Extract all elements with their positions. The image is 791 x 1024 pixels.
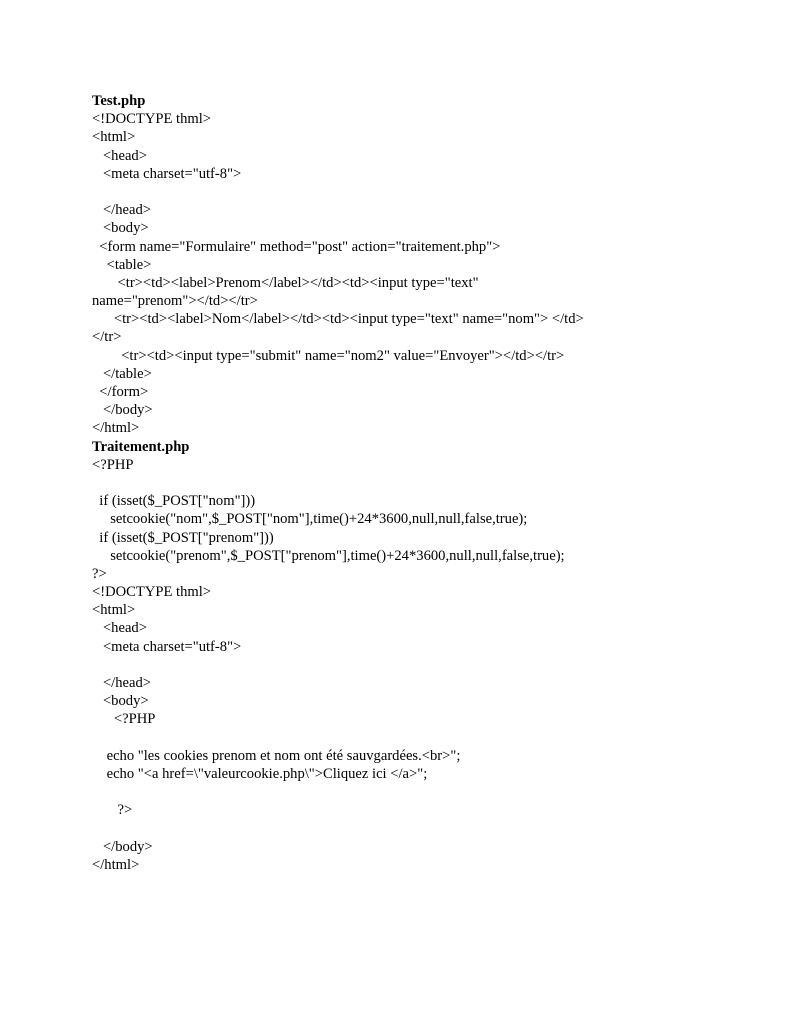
code-line: echo "<a href=\"valeurcookie.php\">Cliquez ici </a>"; — [92, 765, 428, 782]
code-line: <?PHP — [92, 711, 156, 728]
code-line: setcookie("nom",$_POST["nom"],time()+24*3600,null,null,false,true); — [92, 511, 528, 528]
code-line — [92, 729, 732, 747]
code-line: <table> — [92, 256, 152, 273]
code-line: </html> — [92, 420, 140, 437]
code-line: <html> — [92, 602, 136, 619]
code-line: if (isset($_POST["nom"])) — [92, 493, 256, 510]
code-line: <tr><td><label>Nom</label></td><td><input type="text" name="nom"> </td> — [92, 311, 584, 328]
code-line: <body> — [92, 693, 149, 710]
code-line — [92, 183, 732, 201]
code-line — [92, 656, 732, 674]
code-line: <?PHP — [92, 456, 134, 473]
code-line: setcookie("prenom",$_POST["prenom"],time()+24*3600,null,null,false,true); — [92, 547, 565, 564]
code-line: <meta charset="utf-8"> — [92, 165, 242, 182]
code-line: if (isset($_POST["prenom"])) — [92, 529, 274, 546]
code-line: </html> — [92, 856, 140, 873]
code-line — [92, 474, 732, 492]
code-line: </tr> — [92, 329, 122, 346]
code-line: echo "les cookies prenom et nom ont été sauvgardées.<br>"; — [92, 747, 461, 764]
code-line: </form> — [92, 384, 149, 400]
code-line — [92, 820, 732, 838]
code-line: <body> — [92, 220, 149, 237]
code-line: <html> — [92, 129, 136, 146]
code-line: <form name="Formulaire" method="post" action="traitement.php"> — [92, 238, 501, 255]
code-line: <!DOCTYPE thml> — [92, 111, 212, 128]
code-line: </body> — [92, 838, 153, 855]
code-line — [92, 783, 732, 801]
code-line: <!DOCTYPE thml> — [92, 584, 212, 601]
section-heading: Traitement.php — [92, 438, 190, 455]
code-line: <head> — [92, 620, 147, 637]
code-line: <tr><td><label>Prenom</label></td><td><input type="text" — [92, 274, 479, 291]
code-line: name="prenom"></td></tr> — [92, 293, 258, 310]
code-line: </head> — [92, 675, 152, 691]
code-line: <meta charset="utf-8"> — [92, 638, 242, 655]
code-line: ?> — [92, 565, 107, 582]
code-line: ?> — [92, 802, 133, 819]
section-heading: Test.php — [92, 93, 146, 109]
code-line: </head> — [92, 202, 152, 219]
document-body — [92, 92, 732, 874]
code-line: <tr><td><input type="submit" name="nom2" value="Envoyer"></td></tr> — [92, 347, 565, 364]
code-line: </body> — [92, 402, 153, 419]
code-line: </table> — [92, 365, 152, 382]
code-line: <head> — [92, 147, 147, 164]
